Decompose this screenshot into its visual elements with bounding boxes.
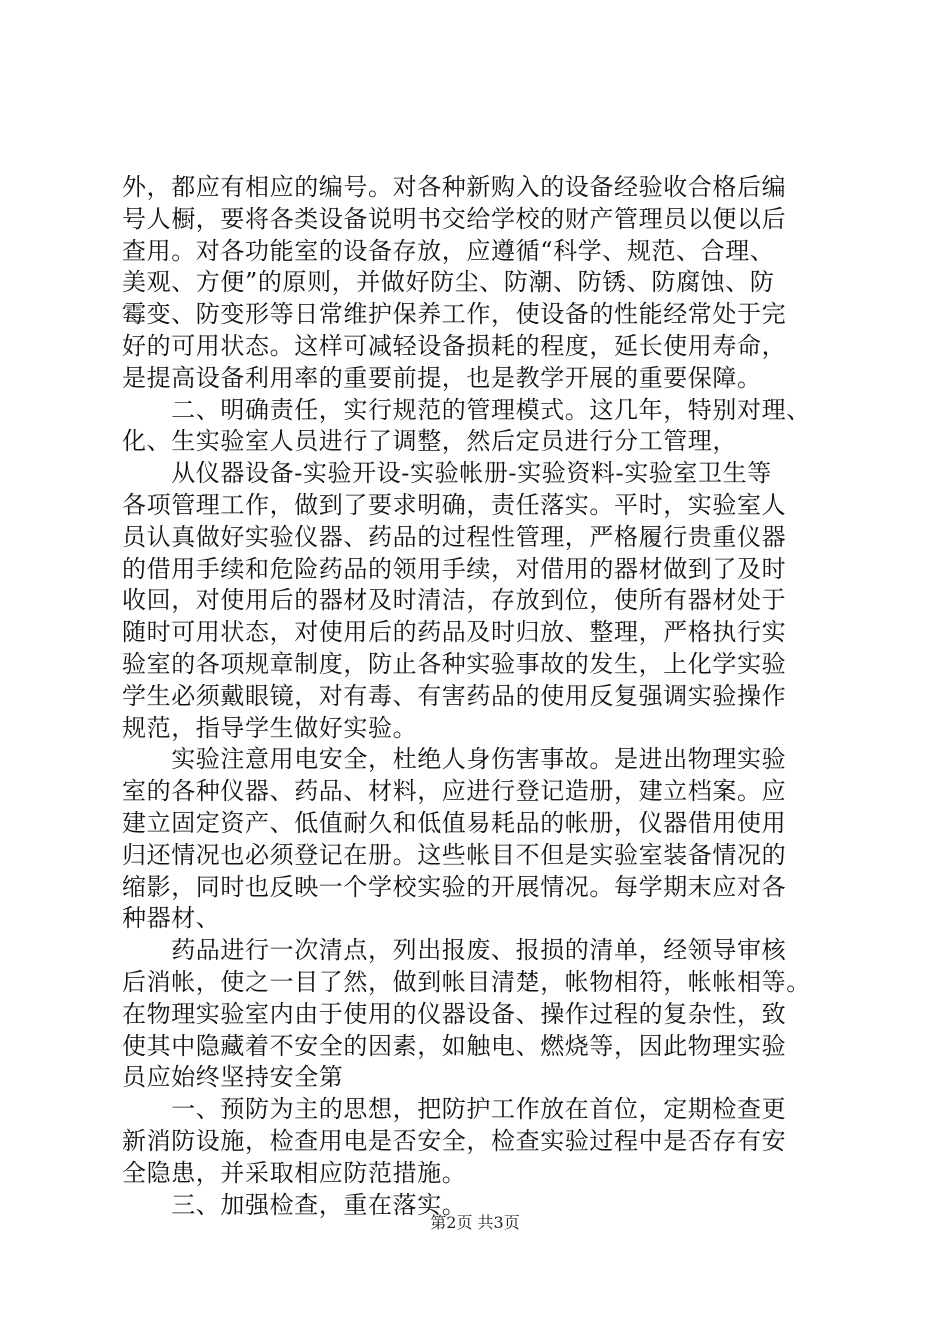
- text-line: 归还情况也必须登记在册。这些帐目不但是实验室装备情况的: [122, 840, 787, 869]
- text-line: 在物理实验室内由于使用的仪器设备、操作过程的复杂性，致: [122, 999, 787, 1028]
- text-line: 员认真做好实验仪器、药品的过程性管理，严格履行贵重仪器: [122, 522, 787, 551]
- page-number-footer: 第2页 共3页: [430, 1213, 520, 1232]
- text-line: 一、预防为主的思想，把防护工作放在首位，定期检查更: [122, 1095, 787, 1124]
- text-line: 学生必须戴眼镜，对有毒、有害药品的使用反复强调实验操作: [122, 681, 787, 710]
- text-line: 从仪器设备-实验开设-实验帐册-实验资料-实验室卫生等: [122, 459, 772, 488]
- text-line: 三、加强检查，重在落实。: [122, 1190, 467, 1219]
- text-line: 二、明确责任，实行规范的管理模式。这几年，特别对理、: [122, 395, 811, 424]
- text-line: 实验注意用电安全，杜绝人身伤害事故。是进出物理实验: [122, 745, 787, 774]
- text-line: 是提高设备利用率的重要前提，也是教学开展的重要保障。: [122, 363, 762, 392]
- text-line: 查用。对各功能室的设备存放，应遵循“科学、规范、合理、: [122, 236, 775, 265]
- text-line: 室的各种仪器、药品、材料，应进行登记造册，建立档案。应: [122, 777, 787, 806]
- text-line: 随时可用状态，对使用后的药品及时归放、整理，严格执行实: [122, 618, 787, 647]
- text-line: 收回，对使用后的器材及时清洁，存放到位，使所有器材处于: [122, 586, 787, 615]
- text-line: 药品进行一次清点，列出报废、报损的清单，经领导审核: [122, 936, 787, 965]
- text-line: 号人橱，要将各类设备说明书交给学校的财产管理员以便以后: [122, 204, 787, 233]
- text-line: 验室的各项规章制度，防止各种实验事故的发生，上化学实验: [122, 649, 787, 678]
- text-line: 各项管理工作，做到了要求明确，责任落实。平时，实验室人: [122, 490, 787, 519]
- text-line: 好的可用状态。这样可减轻设备损耗的程度，延长使用寿命，: [122, 331, 787, 360]
- text-line: 化、生实验室人员进行了调整，然后定员进行分工管理，: [122, 427, 737, 456]
- text-line: 建立固定资产、低值耐久和低值易耗品的帐册，仪器借用使用: [122, 808, 787, 837]
- text-line: 缩影，同时也反映一个学校实验的开展情况。每学期末应对各: [122, 872, 787, 901]
- text-line: 使其中隐藏着不安全的因素，如触电、燃烧等，因此物理实验: [122, 1031, 787, 1060]
- text-line: 外，都应有相应的编号。对各种新购入的设备经验收合格后编: [122, 173, 787, 201]
- text-line: 后消帐，使之一目了然，做到帐目清楚，帐物相符，帐帐相等。: [122, 967, 811, 996]
- text-line: 规范，指导学生做好实验。: [122, 713, 418, 742]
- text-line: 的借用手续和危险药品的领用手续，对借用的器材做到了及时: [122, 554, 787, 583]
- body-text: [122, 172, 842, 1221]
- text-line: 霉变、防变形等日常维护保养工作，使设备的性能经常处于完: [122, 300, 787, 329]
- text-line: 种器材、: [122, 904, 221, 933]
- text-line: 员应始终坚持安全第: [122, 1063, 344, 1092]
- text-line: 全隐患，并采取相应防范措施。: [122, 1158, 467, 1187]
- text-line: 美观、方便”的原则，并做好防尘、防潮、防锈、防腐蚀、防: [122, 268, 775, 297]
- text-line: 新消防设施，检查用电是否安全，检查实验过程中是否存有安: [122, 1126, 787, 1155]
